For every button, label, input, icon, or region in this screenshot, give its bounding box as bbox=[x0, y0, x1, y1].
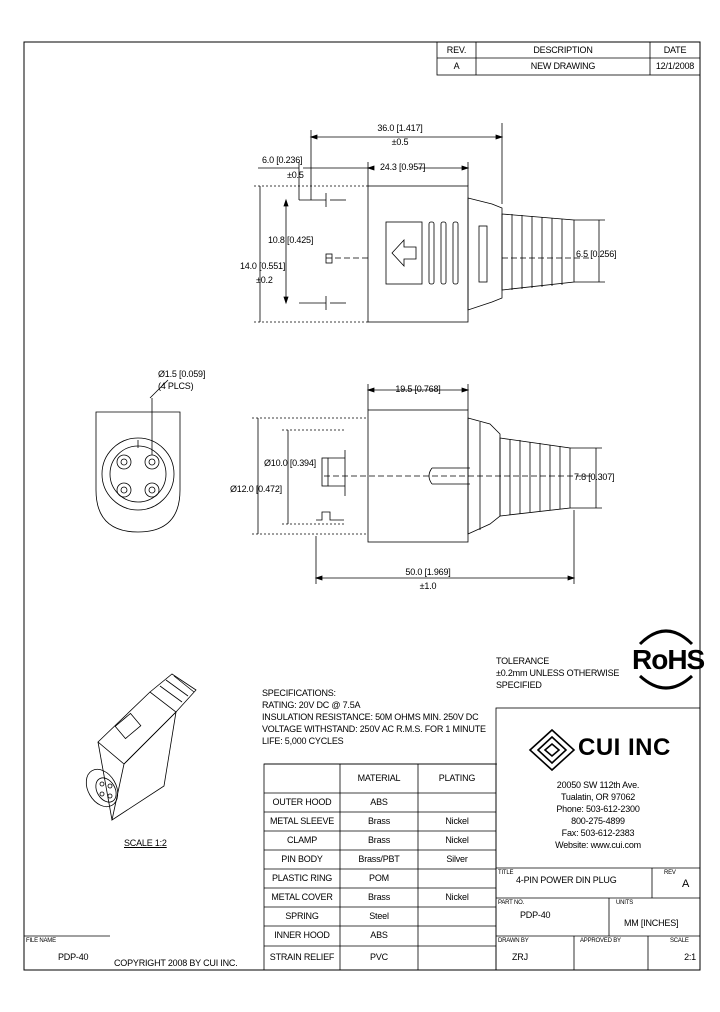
date-value: 12/1/2008 bbox=[655, 61, 695, 71]
material-cell: POM bbox=[369, 873, 389, 883]
rohs-logo: RoHS bbox=[632, 644, 705, 675]
description-value: NEW DRAWING bbox=[530, 61, 596, 71]
part-no-label: PART NO. bbox=[498, 900, 525, 906]
part-cell: PIN BODY bbox=[281, 854, 323, 864]
plating-cell: Nickel bbox=[445, 835, 469, 845]
rev-header: REV. bbox=[446, 45, 467, 55]
scale-note: SCALE 1:2 bbox=[124, 838, 167, 848]
material-cell: Brass/PBT bbox=[358, 854, 400, 864]
part-cell: PLASTIC RING bbox=[271, 873, 333, 883]
dim-pin-span: 10.8 [0.425] bbox=[268, 235, 314, 245]
spec-rating: RATING: 20V DC @ 7.5A bbox=[262, 700, 361, 710]
dim-hood-length: 19.5 [0.768] bbox=[395, 384, 441, 394]
spec-insulation: INSULATION RESISTANCE: 50M OHMS MIN. 250V DC bbox=[262, 712, 479, 722]
scale-value: 2:1 bbox=[684, 952, 696, 962]
drawn-by: ZRJ bbox=[512, 952, 528, 962]
material-cell: Brass bbox=[367, 835, 390, 845]
plating-cell: Nickel bbox=[445, 816, 469, 826]
copyright: COPYRIGHT 2008 BY CUI INC. bbox=[114, 958, 238, 968]
rev-label: REV bbox=[664, 870, 676, 876]
dim-total-length: 50.0 [1.969] bbox=[405, 567, 451, 577]
dim-strain-relief-dia: 6.5 [0.256] bbox=[576, 249, 617, 259]
spec-title: SPECIFICATIONS: bbox=[262, 688, 336, 698]
dim-sleeve-dia: Ø10.0 [0.394] bbox=[264, 458, 316, 468]
file-name-label: FILE NAME bbox=[26, 938, 56, 944]
plating-cell: Nickel bbox=[445, 892, 469, 902]
tolerance-line1: ±0.2mm UNLESS OTHERWISE bbox=[496, 668, 620, 678]
part-cell: INNER HOOD bbox=[274, 930, 330, 940]
scale-label: SCALE bbox=[670, 938, 689, 944]
tolerance-line2: SPECIFIED bbox=[496, 680, 542, 690]
tollfree: 800-275-4899 bbox=[571, 816, 625, 826]
date-header: DATE bbox=[663, 45, 687, 55]
rev-value: A bbox=[453, 61, 460, 71]
units-label: UNITS bbox=[616, 900, 634, 906]
dim-shell-dia: Ø12.0 [0.472] bbox=[230, 484, 282, 494]
dim-body-length: 24.3 [0.957] bbox=[380, 162, 426, 172]
drawn-by-label: DRAWN BY bbox=[498, 938, 529, 944]
dim-overall-length-tol: ±0.5 bbox=[391, 137, 409, 147]
dim-pin-length-tol: ±0.5 bbox=[287, 170, 304, 180]
part-no: PDP-40 bbox=[520, 910, 551, 920]
fax: Fax: 503-612-2383 bbox=[561, 828, 635, 838]
drawing-title: 4-PIN POWER DIN PLUG bbox=[516, 875, 617, 885]
part-cell: SPRING bbox=[285, 911, 319, 921]
approved-by-label: APPROVED BY bbox=[580, 938, 621, 944]
title-label: TITLE bbox=[498, 870, 514, 876]
part-cell: METAL SLEEVE bbox=[269, 816, 335, 826]
material-cell: Brass bbox=[367, 892, 390, 902]
material-cell: Steel bbox=[369, 911, 389, 921]
side-view-drawing bbox=[252, 384, 602, 584]
phone: Phone: 503-612-2300 bbox=[556, 804, 640, 814]
dim-pin-count: (4 PLCS) bbox=[158, 381, 194, 391]
material-cell: Brass bbox=[367, 816, 390, 826]
material-cell: ABS bbox=[370, 930, 388, 940]
dim-pin-length: 6.0 [0.236] bbox=[262, 155, 303, 165]
spec-life: LIFE: 5,000 CYCLES bbox=[262, 736, 344, 746]
description-header: DESCRIPTION bbox=[533, 45, 593, 55]
dim-total-length-tol: ±1.0 bbox=[419, 581, 437, 591]
part-cell: CLAMP bbox=[286, 835, 317, 845]
plating-header: PLATING bbox=[438, 773, 476, 783]
cui-logo-text: CUI INC bbox=[578, 734, 671, 761]
dim-overall-length: 36.0 [1.417] bbox=[377, 123, 423, 133]
material-cell: PVC bbox=[370, 952, 388, 962]
spec-voltage: VOLTAGE WITHSTAND: 250V AC R.M.S. FOR 1 MINUTE bbox=[262, 724, 486, 734]
part-cell: METAL COVER bbox=[271, 892, 333, 902]
part-cell: OUTER HOOD bbox=[272, 797, 332, 807]
isometric-view-drawing bbox=[80, 674, 196, 820]
end-view-drawing bbox=[96, 380, 180, 532]
material-cell: ABS bbox=[370, 797, 388, 807]
plating-cell: Silver bbox=[446, 854, 468, 864]
tolerance-title: TOLERANCE bbox=[496, 656, 550, 666]
part-cell: STRAIN RELIEF bbox=[269, 952, 335, 962]
cui-logo-mark bbox=[530, 730, 574, 770]
rev-letter: A bbox=[682, 878, 690, 890]
dim-relief-dia: 7.8 [0.307] bbox=[574, 472, 615, 482]
dim-height-tol: ±0.2 bbox=[256, 275, 273, 285]
dim-height: 14.0 [0.551] bbox=[240, 261, 286, 271]
website: Website: www.cui.com bbox=[555, 840, 641, 850]
address-line2: Tualatin, OR 97062 bbox=[560, 792, 636, 802]
address-line1: 20050 SW 112th Ave. bbox=[556, 780, 640, 790]
top-view-drawing bbox=[254, 123, 605, 322]
units-value: MM [INCHES] bbox=[624, 918, 679, 928]
material-header: MATERIAL bbox=[357, 773, 401, 783]
dim-pin-dia: Ø1.5 [0.059] bbox=[158, 369, 206, 379]
file-name: PDP-40 bbox=[58, 952, 89, 962]
